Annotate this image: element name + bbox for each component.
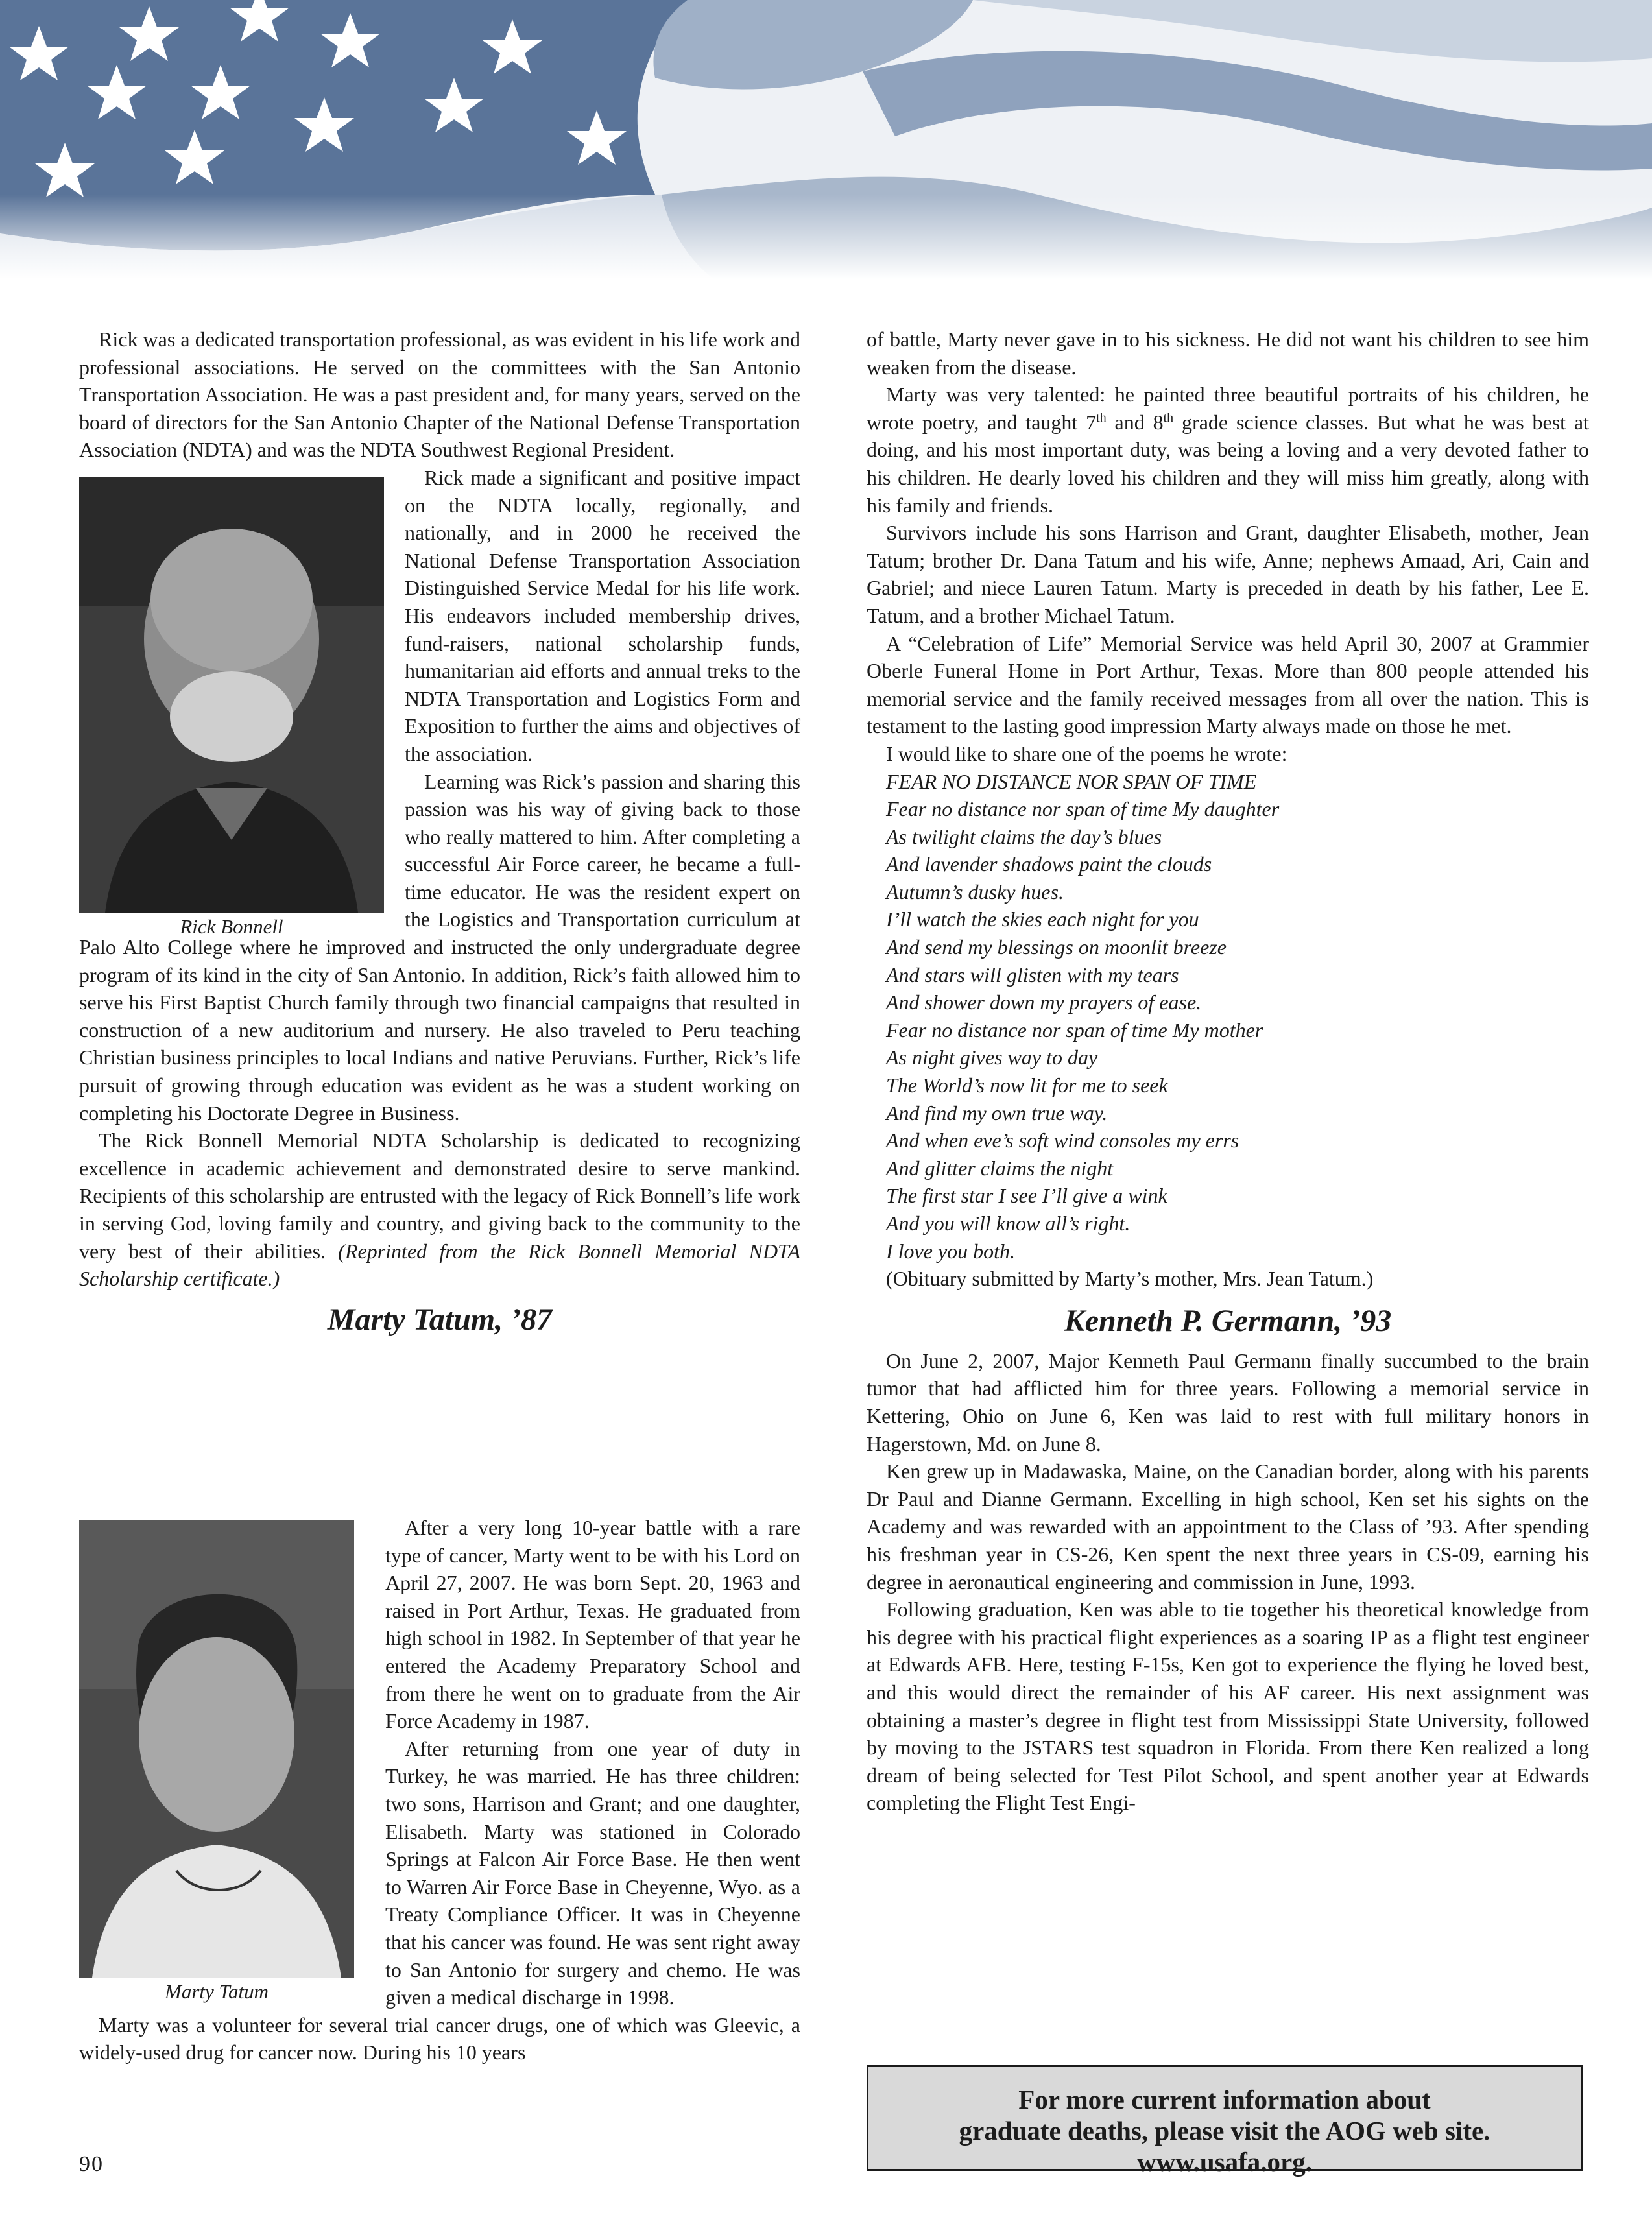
marty-submitted-note: (Obituary submitted by Marty’s mother, Mrs. Jean Tatum.)	[886, 1267, 1374, 1291]
kenneth-heading: Kenneth P. Germann, ’93	[1064, 1303, 1392, 1338]
marty-paragraph-5: Survivors include his sons Harrison and Grant, daughter Elisabeth, mother, Jean Tatum; brother Dr. Dana Tatum and his wife, Anne; nephews Amaad, Ari, Cain and Gabriel; and niece Lauren Tatum. Marty is preceded in death by his father, Lee E. Tatum, and a brother Michael Tatum.	[867, 521, 1589, 627]
superscript-th: th	[1096, 411, 1107, 425]
superscript-th: th	[1163, 411, 1174, 425]
marty-paragraph-4-c: grade science classes. But what he was best at doing, and his most important duty, was being a loving and a very devoted father to his children. He dearly loved his children and they will miss him greatly, along with his family and friends.	[867, 410, 1590, 517]
kenneth-paragraph-3: Following graduation, Ken was able to tie together his theoretical knowledge from his degree with his practical flight experiences as a soaring IP as a flight test engineer at Edwards AFB. Here, testing F-15s, Ken got to experience the flying he loved best, and this would direct the remainder of his AF career. His next assignment was obtaining a master’s degree in flight test from Mississippi State University, followed by moving to the JSTARS test squadron in Florida. From there Ken realized a long dream of being selected for Test Pilot School, and spent another year at Edwards completing the Flight Test Engi-	[867, 1598, 1589, 1815]
poem-line: And stars will glisten with my tears	[886, 963, 1179, 987]
rick-reprint-note: (Reprinted from the Rick Bonnell Memorial NDTA Scholarship certificate.)	[79, 1239, 801, 1291]
poem-line: Fear no distance nor span of time My mother	[886, 1018, 1263, 1042]
marty-paragraph-6: A “Celebration of Life” Memorial Service was held April 30, 2007 at Grammier Oberle Funeral Home in Port Arthur, Texas. More than 800 people attended his memorial service and the family received messages from all over the nation. This is testament to the lasting good impression Marty always made on those he met.	[867, 631, 1589, 738]
poem-line: As night gives way to day	[886, 1046, 1098, 1070]
info-box-line-1: For more current information about	[1018, 2085, 1431, 2114]
left-column	[79, 326, 800, 1346]
marty-heading: Marty Tatum, ’87	[327, 1302, 553, 1337]
poem-line: Fear no distance nor span of time My daughter	[886, 797, 1280, 821]
flag-banner	[0, 0, 1652, 279]
poem-line: And lavender shadows paint the clouds	[886, 852, 1212, 876]
marty-photo-caption: Marty Tatum	[165, 1980, 269, 2003]
marty-paragraph-1-text: After a very long 10-year battle with a rare type of cancer, Marty went to be with his Lord on April 27, 2007. He was born Sept. 20, 1963 and raised in Port Arthur, Texas. He graduated from high school in 1982. In September of that year he entered the Academy Preparatory School and from there he went on to graduate from the Air Force Academy in 1987.	[385, 1516, 800, 1733]
kenneth-paragraph-1: On June 2, 2007, Major Kenneth Paul Germann finally succumbed to the brain tumor that had afflicted him for three years. Following a memorial service in Kettering, Ohio on June 6, Ken was laid to rest with full military honors in Hagerstown, Md. on June 8.	[867, 1348, 1589, 1455]
poem-line: And you will know all’s right.	[886, 1212, 1131, 1235]
portrait-image	[79, 1520, 354, 1978]
poem-line: The first star I see I’ll give a wink	[886, 1184, 1167, 1208]
rick-photo-figure	[79, 477, 384, 938]
poem-line: And when eve’s soft wind consoles my errs	[886, 1129, 1239, 1153]
flag-illustration	[0, 0, 1652, 279]
poem-line: And find my own true way.	[886, 1101, 1108, 1125]
poem-line: The World’s now lit for me to seek	[886, 1073, 1168, 1097]
rick-paragraph-4-text: The Rick Bonnell Memorial NDTA Scholarship is dedicated to recognizing excellence in academic achievement and demonstrated desire to serve mankind. Recipients of this scholarship are entrusted with the legacy of Rick Bonnell’s life work in serving God, loving family and country, and giving back to the community to the very best of their abilities.	[79, 1129, 800, 1263]
marty-paragraph-2: After returning from one year of duty in Turkey, he was married. He has three children: two sons, Harrison and Grant; and one daughter, Elisabeth. Marty was stationed in Colorado Springs at Falcon Air Force Base. He then went to Warren Air Force Base in Cheyenne, Wyo. as a Treaty Compliance Officer. It was in Cheyenne that his cancer was found. He was sent right away to San Antonio for surgery and chemo. He was given a medical discharge in 1998.	[385, 1736, 800, 2009]
poem-line: And shower down my prayers of ease.	[886, 990, 1202, 1014]
kenneth-paragraph-2: Ken grew up in Madawaska, Maine, on the Canadian border, along with his parents Dr Paul and Dianne Germann. Excelling in high school, Ken set his sights on the Academy and was rewarded with an appointment to the Class of ’93. After spending his freshman year in CS-26, Ken spent the next three years in CS-09, earning his degree in aeronautical engineering and commission in June, 1993.	[867, 1459, 1589, 1594]
marty-paragraph-4	[867, 381, 1589, 519]
marty-tatum-photo	[79, 1520, 354, 1978]
poem-line: And glitter claims the night	[886, 1156, 1114, 1180]
rick-paragraph-4	[79, 1127, 800, 1293]
aog-info-box	[867, 2065, 1583, 2177]
rick-paragraph-2: Rick made a significant and positive impact on the NDTA locally, regionally, and nationally, and in 2000 he received the National Defense Transportation Association Distinguished Service Medal for his life work. His endeavors included membership drives, fund-raisers, national scholarship funds, humanitarian aid efforts and annual treks to the NDTA Transportation and Logistics Form and Exposition to further the aims and objectives of the association.	[405, 465, 800, 765]
info-box-link[interactable]: www.usafa.org.	[1137, 2147, 1312, 2177]
marty-paragraph-3-cont: of battle, Marty never gave in to his sickness. He did not want his children to see him weaken from the disease.	[867, 328, 1589, 379]
portrait-image	[79, 477, 384, 913]
poem-line: As twilight claims the day’s blues	[886, 824, 1162, 848]
marty-section	[79, 1514, 800, 2066]
rick-paragraph-3: Learning was Rick’s passion and sharing this passion was his way of giving back to those who really mattered to him. After completing a successful Air Force career, he became a full-time educator. He was the resident expert on the Logistics and Transportation curriculum at Palo Alto College where he improved and instructed the only undergraduate degree program of its kind in the city of San Antonio. In addition, Rick’s faith allowed him to serve his First Baptist Church family through two financial campaigns that resulted in construction of a new auditorium and nursery. He also traveled to Peru teaching Christian business principles to local Indians and native Peruvians. Further, Rick’s life pursuit of growing through education was evident as he was a student working on completing his Doctorate Degree in Business.	[79, 769, 800, 1125]
marty-paragraph-3: Marty was a volunteer for several trial cancer drugs, one of which was Gleevic, a widely-used drug for cancer now. During his 10 years	[79, 2013, 800, 2065]
page-number: 90	[79, 2152, 104, 2176]
info-box-line-2: graduate deaths, please visit the AOG web site.	[959, 2116, 1490, 2146]
poem	[867, 768, 1589, 1265]
poem-line: I love you both.	[886, 1239, 1016, 1263]
rick-photo-caption: Rick Bonnell	[180, 915, 283, 938]
right-column	[867, 326, 1589, 1817]
poem-line: Autumn’s dusky hues.	[886, 880, 1064, 904]
marty-paragraph-4-a: Marty was very talented: he painted three beautiful portraits of his children, he wrote poetry, and taught 7	[867, 383, 1589, 434]
rick-intro-paragraph: Rick was a dedicated transportation professional, as was evident in his life work and professional associations. He served on the committees with the San Antonio Transportation Association. He was a past president and, for many years, served on the board of directors for the San Antonio Chapter of the National Defense Transportation Association (NDTA) and was the NDTA Southwest Regional President.	[79, 328, 800, 462]
marty-paragraph-7: I would like to share one of the poems he wrote:	[886, 741, 1287, 765]
marty-paragraph-4-b: and 8	[1106, 410, 1164, 434]
marty-photo-figure	[79, 1520, 354, 2003]
poem-line: And send my blessings on moonlit breeze	[886, 935, 1227, 959]
poem-line: FEAR NO DISTANCE NOR SPAN OF TIME	[886, 769, 1257, 793]
poem-line: I’ll watch the skies each night for you	[886, 907, 1199, 931]
rick-bonnell-photo	[79, 477, 384, 913]
